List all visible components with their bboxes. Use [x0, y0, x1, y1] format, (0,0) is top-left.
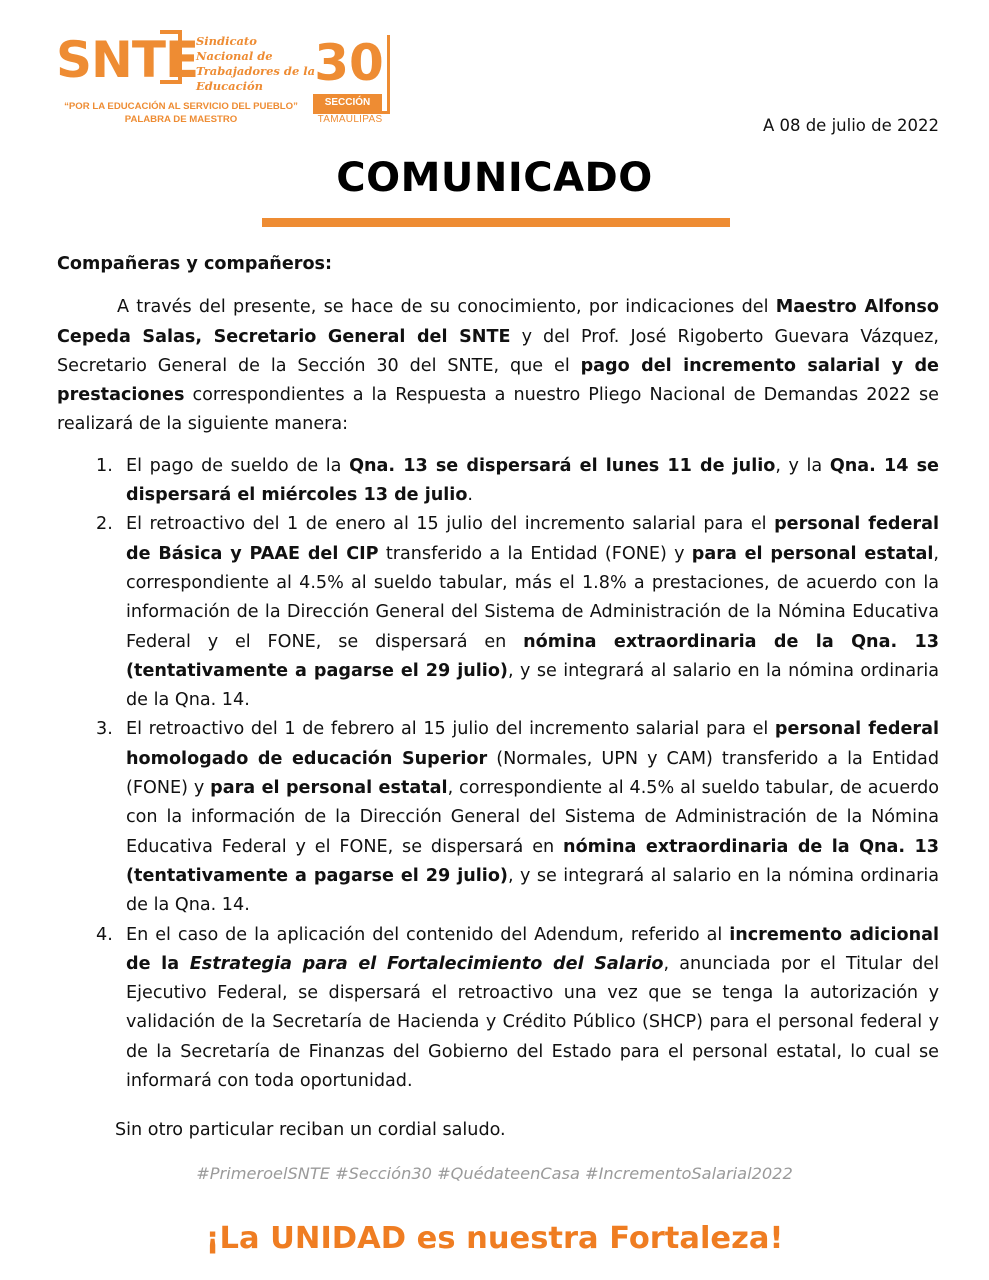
emphasis-text: nómina extraordinaria de la Qna. 13 (tentativamente a pagarse el 29 julio)	[126, 631, 939, 681]
snte-name-line: Nacional de	[196, 49, 273, 63]
emphasis-text: Maestro Alfonso Cepeda Salas, Secretario General del SNTE	[57, 297, 939, 347]
intro-paragraph: A través del presente, se hace de su conocimiento, por indicaciones del Maestro Alfonso Cepeda Salas, Secretario General del SNTE y del Prof. José Rigoberto Guevara Vázquez, Secretario General de la Sección 30 del SNTE, que el pago del incremento salarial y de prestaciones correspondientes a la Respuesta a nuestro Pliego Nacional de Demandas 2022 se realizará de la siguiente manera:	[57, 297, 939, 435]
snte-name-line: Sindicato	[196, 34, 257, 48]
list-item-text: En el caso de la aplicación del contenido del Adendum, referido al incremento adicional de la Estrategia para el Fortalecimiento del Salario, anunciada por el Titular del Ejecutivo Federal, se dispersará el retroactivo una vez que se tenga la autorización y validación de la Secretaría de Hacienda y Crédito Público (SHCP) para el personal federal y de la Secretaría de Finanzas del Gobierno del Estado para el personal estatal, lo cual se informará con toda oportunidad.	[126, 924, 940, 1092]
snte-name-line: Educación	[196, 79, 264, 93]
greeting: Compañeras y compañeros:	[57, 254, 333, 274]
list-item	[96, 510, 939, 715]
list-item-number: 2.	[96, 514, 113, 535]
snte-logo-wordmark: SNTE	[56, 31, 199, 89]
list-item-number: 4.	[96, 924, 113, 945]
snte-slogan: “POR LA EDUCACIÓN AL SERVICIO DEL PUEBLO”	[64, 101, 298, 112]
emphasis-text: pago del incremento salarial y de prestaciones	[57, 355, 939, 406]
document-date: A 08 de julio de 2022	[762, 116, 939, 135]
document-body	[57, 250, 939, 1146]
emphasis-text: para el personal estatal	[210, 778, 448, 799]
snte-slogan-secondary: PALABRA DE MAESTRO	[124, 114, 238, 125]
emphasis-text: personal federal de Básica y PAAE del CIP	[126, 514, 939, 564]
list-item-text: El pago de sueldo de la Qna. 13 se dispersará el lunes 11 de julio, y la Qna. 14 se dispersará el miércoles 13 de julio.	[126, 455, 939, 506]
section-label: SECCIÓN	[313, 94, 382, 112]
list-item-number: 3.	[96, 719, 113, 740]
emphasis-text: incremento adicional de la	[126, 924, 940, 974]
section-number: 30	[314, 34, 384, 92]
numbered-list	[57, 452, 939, 1097]
snte-logo-bracket	[160, 30, 182, 84]
emphasis-text: Qna. 13 se dispersará el lunes 11 de julio	[349, 455, 776, 476]
closing-line: Sin otro particular reciban un cordial saludo.	[115, 1120, 506, 1141]
emphasis-text: Qna. 14 se dispersará el miércoles 13 de julio	[126, 455, 939, 506]
section-state: TAMAULIPAS	[317, 114, 383, 125]
list-item-text: El retroactivo del 1 de enero al 15 julio del incremento salarial para el personal federal de Básica y PAAE del CIP transferido a la Entidad (FONE) y para el personal estatal, correspondiente al 4.5% al sueldo tabular, más el 1.8% a prestaciones, de acuerdo con la información de la Dirección General del Sistema de Administración de la Nómina Educativa Federal y el FONE, se dispersará en nómina extraordinaria de la Qna. 13 (tentativamente a pagarse el 29 julio), y se integrará al salario en la nómina ordinaria de la Qna. 14.	[126, 514, 939, 711]
footer-motto: ¡La UNIDAD es nuestra Fortaleza!	[205, 1221, 784, 1256]
emphasis-text: Estrategia para el Fortalecimiento del Salario	[189, 953, 664, 974]
list-item	[96, 452, 939, 511]
document-title: COMUNICADO	[336, 155, 653, 201]
snte-name-line: Trabajadores de la	[196, 64, 316, 78]
list-item	[96, 715, 940, 920]
emphasis-text: personal federal homologado de educación Superior	[126, 719, 939, 769]
hashtags: #PrimeroelSNTE #Sección30 #QuédateenCasa #IncrementoSalarial2022	[196, 1164, 793, 1183]
snte-logo-name	[196, 34, 316, 94]
list-item	[96, 921, 940, 1097]
title-underline-bar	[262, 218, 730, 227]
list-item-text: El retroactivo del 1 de febrero al 15 julio del incremento salarial para el personal federal homologado de educación Superior (Normales, UPN y CAM) transferido a la Entidad (FONE) y para el personal estatal, correspondiente al 4.5% al sueldo tabular, de acuerdo con la información de la Dirección General del Sistema de Administración de la Nómina Educativa Federal y el FONE, se dispersará en nómina extraordinaria de la Qna. 13 (tentativamente a pagarse el 29 julio), y se integrará al salario en la nómina ordinaria de la Qna. 14.	[126, 719, 940, 916]
list-item-number: 1.	[96, 455, 113, 476]
emphasis-text: nómina extraordinaria de la Qna. 13 (tentativamente a pagarse el 29 julio)	[126, 836, 939, 886]
emphasis-text: para el personal estatal	[691, 543, 934, 564]
